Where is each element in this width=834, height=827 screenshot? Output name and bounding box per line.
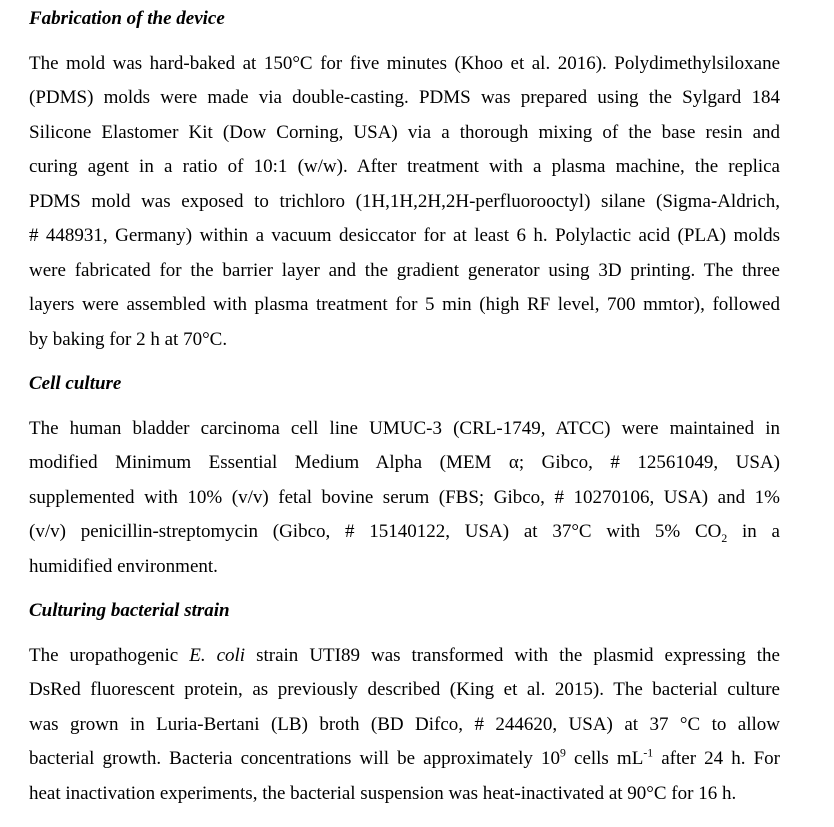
section-cell-culture	[29, 367, 780, 584]
text-run: (v/v) penicillin-streptomycin (Gibco, # 15140122, USA) at 37°C with 5% CO	[29, 521, 722, 542]
text-line	[29, 219, 780, 254]
text-run: cells mL	[565, 748, 644, 769]
text-run: The human bladder carcinoma cell line UMUC-3 (CRL-1749, ATCC) were maintained in	[29, 417, 780, 439]
text-run: heat inactivation experiments, the bacterial suspension was heat-inactivated at 90°C for 16 h.	[29, 782, 737, 804]
text-run: The mold was hard-baked at 150°C for five minutes (Khoo et al. 2016). Polydimethylsiloxane	[29, 52, 780, 74]
text-run: in a	[727, 521, 780, 542]
text-run: (PDMS) molds were made via double-casting. PDMS was prepared using the Sylgard 184	[29, 87, 780, 108]
text-line	[29, 446, 780, 481]
text-line	[29, 47, 780, 82]
text-line	[29, 515, 780, 550]
text-run: curing agent in a ratio of 10:1 (w/w). After treatment with a plasma machine, the replica	[29, 156, 780, 177]
text-line	[29, 550, 780, 585]
text-run: by baking for 2 h at 70°C.	[29, 328, 228, 350]
section-heading-cell-culture: Cell culture	[29, 373, 122, 394]
sup-run: -1	[643, 746, 654, 760]
text-line	[29, 412, 780, 447]
text-run: were fabricated for the barrier layer and the gradient generator using 3D printing. The three	[29, 259, 780, 281]
section-culturing-bacterial-strain	[29, 594, 780, 811]
text-line	[29, 777, 780, 812]
text-line	[29, 742, 780, 777]
text-run: was grown in Luria-Bertani (LB) broth (BD Difco, # 244620, USA) at 37 °C to allow	[29, 713, 780, 735]
text-line	[29, 116, 780, 151]
text-run: after 24 h. For	[653, 748, 780, 769]
text-run: bacterial growth. Bacteria concentrations will be approximately 10	[29, 748, 561, 769]
text-run: The uropathogenic	[29, 644, 190, 666]
section-paragraph-cell-culture	[29, 412, 780, 585]
text-run: # 448931, Germany) within a vacuum desiccator for at least 6 h. Polylactic acid (PLA) molds	[29, 225, 780, 246]
text-run: humidified environment.	[29, 555, 218, 577]
text-run: supplemented with 10% (v/v) fetal bovine serum (FBS; Gibco, # 10270106, USA) and 1%	[29, 486, 780, 508]
sup-run: 9	[560, 746, 566, 760]
text-line	[29, 81, 780, 116]
text-line	[29, 254, 780, 289]
section-paragraph-culturing-bacterial-strain	[29, 639, 780, 812]
section-fabrication	[29, 2, 780, 357]
text-run: Silicone Elastomer Kit (Dow Corning, USA) via a thorough mixing of the base resin and	[29, 121, 780, 143]
text-run: PDMS mold was exposed to trichloro (1H,1H,2H,2H-perfluorooctyl) silane (Sigma-Aldrich,	[29, 190, 780, 212]
text-run: modified Minimum Essential Medium Alpha (MEM α; Gibco, # 12561049, USA)	[29, 452, 780, 473]
section-heading-fabrication: Fabrication of the device	[29, 8, 225, 29]
text-line	[29, 288, 780, 323]
section-paragraph-fabrication	[29, 47, 780, 358]
sub-run: 2	[721, 531, 728, 545]
section-heading-culturing-bacterial-strain: Culturing bacterial strain	[29, 600, 230, 621]
text-line	[29, 323, 780, 358]
text-line	[29, 673, 780, 708]
text-line	[29, 185, 780, 220]
italic-run: E. coli	[189, 644, 246, 666]
text-line	[29, 150, 780, 185]
text-run: DsRed fluorescent protein, as previously described (King et al. 2015). The bacterial culture	[29, 679, 780, 700]
text-run: strain UTI89 was transformed with the plasmid expressing the	[245, 644, 780, 666]
text-line	[29, 639, 780, 674]
text-run: layers were assembled with plasma treatment for 5 min (high RF level, 700 mmtor), followed	[29, 294, 780, 315]
text-line	[29, 708, 780, 743]
text-line	[29, 481, 780, 516]
